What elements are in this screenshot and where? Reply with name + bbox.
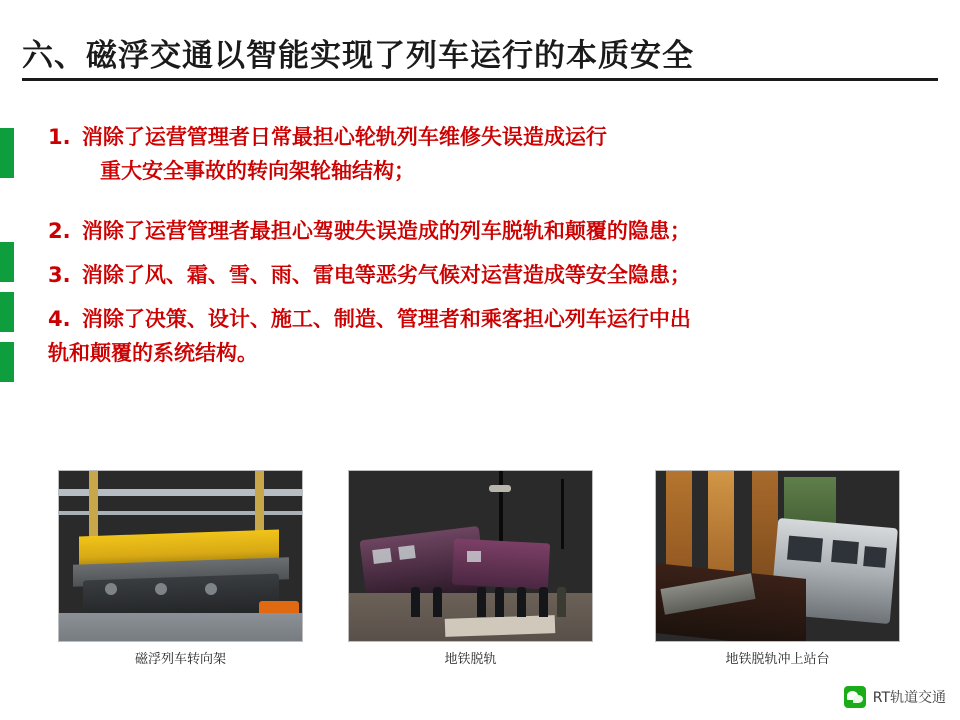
brand-name: RT轨道交通 [872, 690, 946, 706]
list-item-number: 3. [48, 263, 71, 288]
list-item-text: 消除了风、霜、雪、雨、雷电等恶劣气候对运营造成等安全隐患； [81, 263, 691, 288]
maglev-bogie-photo [58, 470, 303, 642]
list-item [48, 120, 940, 188]
list-item-text: 消除了运营管理者最担心驾驶失误造成的列车脱轨和颠覆的隐患； [81, 219, 691, 244]
accent-marker-3 [0, 292, 14, 332]
list-item [48, 214, 940, 248]
footer-watermark [844, 686, 946, 708]
accent-marker-4 [0, 342, 14, 382]
list-item-number: 1. [48, 125, 71, 149]
list-item-text-line2: 重大安全事故的转向架轮轴结构； [100, 159, 415, 184]
body-text-area [40, 120, 940, 370]
accent-marker-1 [0, 128, 14, 178]
list-item-text: 消除了运营管理者日常最担心轮轨列车维修失误造成运行 [81, 125, 607, 149]
list-item-text: 消除了决策、设计、施工、制造、管理者和乘客担心列车运行中出 [81, 307, 691, 332]
figure-subway-crash-platform [655, 470, 900, 667]
list-item-text-line2: 轨和颠覆的系统结构。 [48, 341, 258, 366]
figure-caption: 地铁脱轨冲上站台 [725, 652, 830, 667]
list-item [48, 302, 940, 370]
list-item [48, 258, 940, 292]
figure-subway-derailment [348, 470, 593, 667]
figure-caption: 磁浮列车转向架 [134, 652, 226, 667]
subway-derailment-photo [348, 470, 593, 642]
accent-marker-2 [0, 242, 14, 282]
list-item-number: 2. [48, 219, 71, 244]
title-divider [22, 78, 938, 81]
figure-row [0, 470, 960, 667]
list-item-number: 4. [48, 307, 71, 332]
figure-maglev-bogie [58, 470, 303, 667]
slide-title-area [0, 22, 960, 84]
wechat-logo-icon [844, 686, 866, 708]
page-title: 六、磁浮交通以智能实现了列车运行的本质安全 [22, 38, 694, 74]
subway-crash-platform-photo [655, 470, 900, 642]
figure-caption: 地铁脱轨 [444, 652, 497, 667]
